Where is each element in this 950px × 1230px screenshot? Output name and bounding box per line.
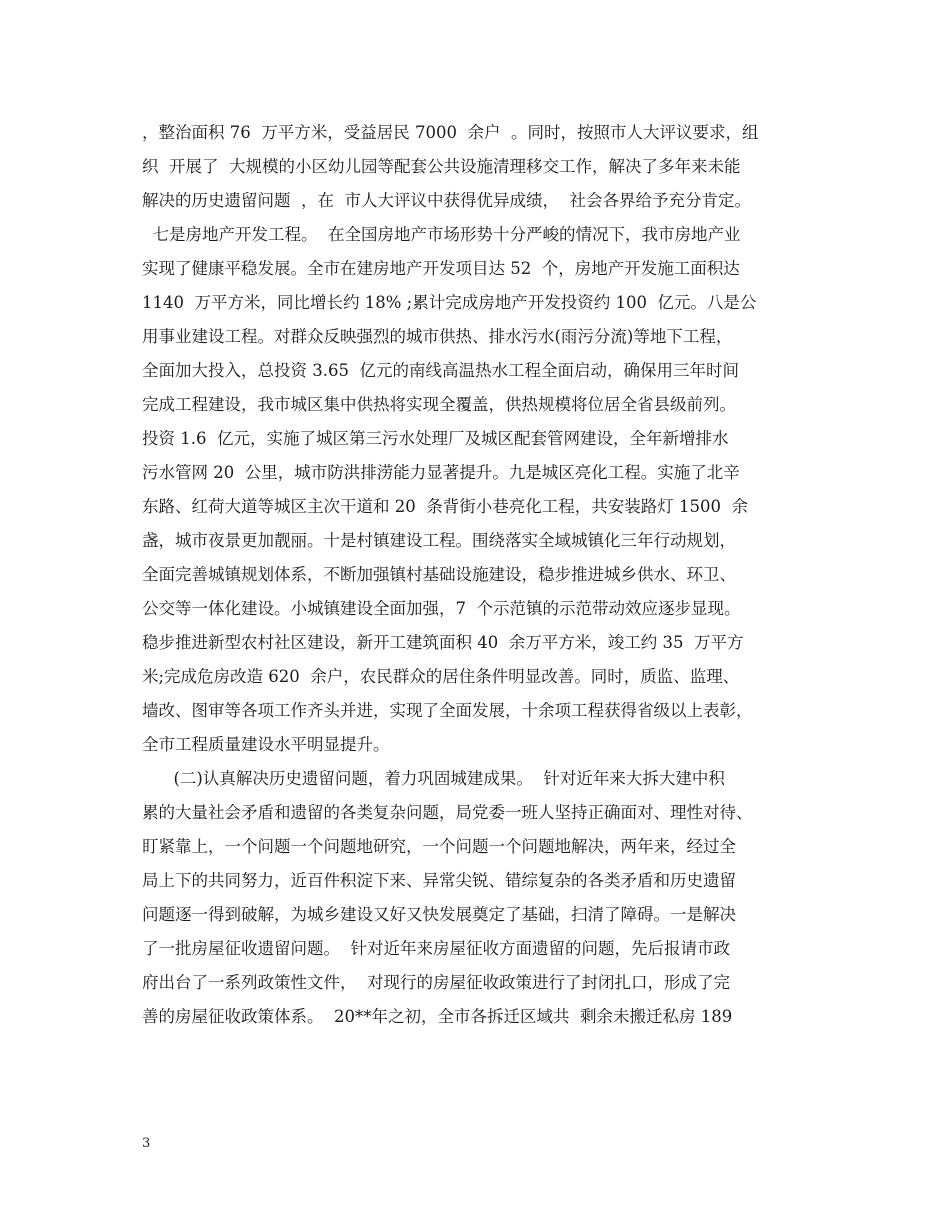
text-line: 米;完成危房改造 620 余户，农民群众的居住条件明显改善。同时，质监、监理、 xyxy=(142,667,740,686)
text-line: 盏，城市夜景更加靓丽。十是村镇建设工程。围绕落实全域城镇化三年行动规划， xyxy=(142,531,736,550)
text-line: 织 开展了 大规模的小区幼儿园等配套公共设施清理移交工作，解决了多年来未能 xyxy=(142,157,741,176)
text-line: 七是房地产开发工程。 在全国房地产市场形势十分严峻的情况下，我市房地产业 xyxy=(142,225,741,244)
text-line: 盯紧靠上，一个问题一个问题地研究，一个问题一个问题地解决，两年来，经过全 xyxy=(142,837,736,856)
text-line: 1140 万平方米，同比增长约 18% ;累计完成房地产开发投资约 100 亿元。八是公 xyxy=(142,293,757,312)
text-line: 东路、红荷大道等城区主次干道和 20 条背街小巷亮化工程，共安装路灯 1500 余 xyxy=(142,497,748,516)
text-line: 用事业建设工程。对群众反映强烈的城市供热、排水污水(雨污分流)等地下工程， xyxy=(142,327,733,346)
text-line: 累的大量社会矛盾和遗留的各类复杂问题，局党委一班人坚持正确面对、理性对待、 xyxy=(142,803,753,822)
text-line: 污水管网 20 公里，城市防洪排涝能力显著提升。九是城区亮化工程。实施了北辛 xyxy=(142,463,740,482)
text-line: 府出台了一系列政策性文件， 对现行的房屋征收政策进行了封闭扎口，形成了完 xyxy=(142,973,730,992)
text-line: 公交等一体化建设。小城镇建设全面加强，7 个示范镇的示范带动效应逐步显现。 xyxy=(142,599,741,618)
text-line: 全面加大投入，总投资 3.65 亿元的南线高温热水工程全面启动，确保用三年时间 xyxy=(142,361,739,380)
text-line: 全市工程质量建设水平明显提升。 xyxy=(142,735,390,754)
text-line: 稳步推进新型农村社区建设，新开工建筑面积 40 余万平方米，竣工约 35 万平方 xyxy=(142,633,744,652)
text-line: 墙改、图审等各项工作齐头并进，实现了全面发展，十余项工程获得省级以上表彰， xyxy=(142,701,753,720)
text-line: 实现了健康平稳发展。全市在建房地产开发项目达 52 个，房地产开发施工面积达 xyxy=(142,259,740,278)
page-number: 3 xyxy=(142,1136,151,1151)
text-line: 投资 1.6 亿元，实施了城区第三污水处理厂及城区配套管网建设，全年新增排水 xyxy=(142,429,729,448)
body-text xyxy=(142,116,832,1034)
text-line: 完成工程建设，我市城区集中供热将实现全覆盖，供热规模将位居全省县级前列。 xyxy=(142,395,736,414)
text-line: (二)认真解决历史遗留问题，着力巩固城建成果。 针对近年来大拆大建中积 xyxy=(142,769,725,788)
text-line: 了一批房屋征收遗留问题。 针对近年来房屋征收方面遗留的问题，先后报请市政 xyxy=(142,939,730,958)
text-line: 问题逐一得到破解，为城乡建设又好又快发展奠定了基础，扫清了障碍。一是解决 xyxy=(142,905,736,924)
text-line: 解决的历史遗留问题 ，在 市人大评议中获得优异成绩， 社会各界给予充分肯定。 xyxy=(142,191,751,210)
text-line: ，整治面积 76 万平方米，受益居民 7000 余户 。同时，按照市人大评议要求，组 xyxy=(142,123,759,142)
text-line: 善的房屋征收政策体系。 20**年之初，全市各拆迁区域共 剩余未搬迁私房 189 xyxy=(142,1007,733,1026)
text-line: 全面完善城镇规划体系，不断加强镇村基础设施建设，稳步推进城乡供水、环卫、 xyxy=(142,565,736,584)
text-line: 局上下的共同努力，近百件积淀下来、异常尖锐、错综复杂的各类矛盾和历史遗留 xyxy=(142,871,736,890)
